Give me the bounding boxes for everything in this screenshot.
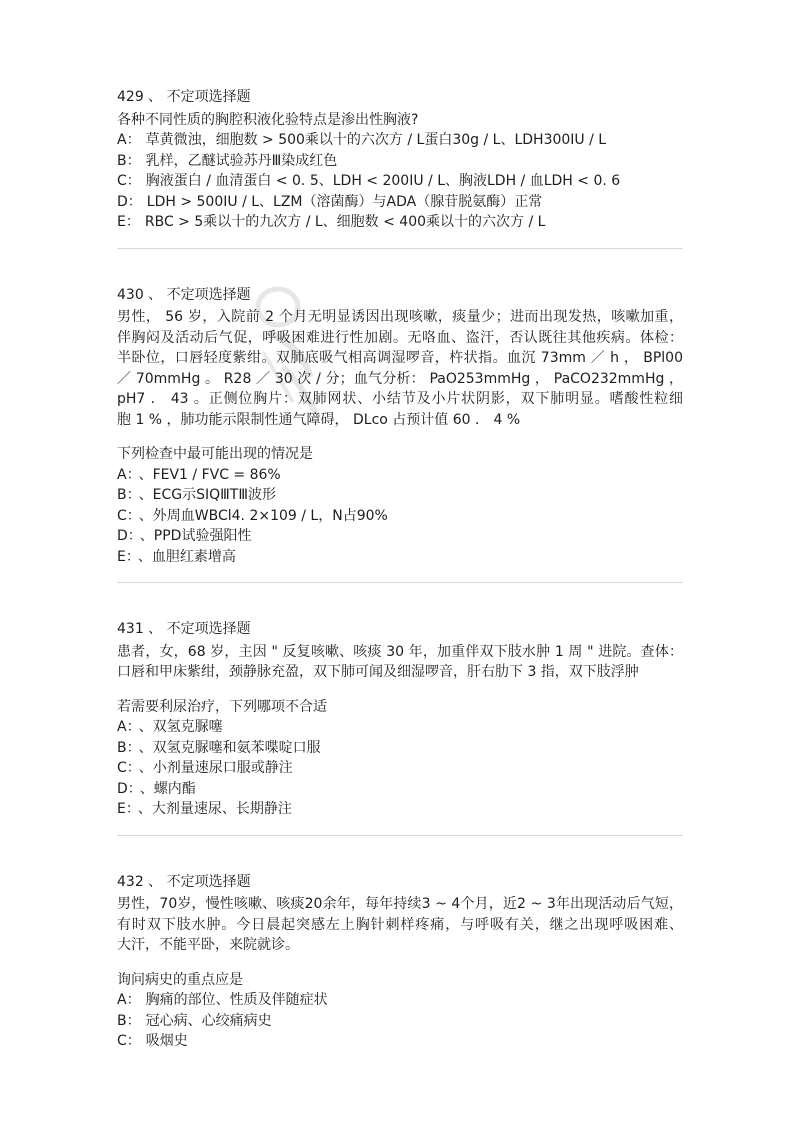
stem-line: 各种不同性质的胸腔积液化验特点是渗出性胸液?	[117, 111, 419, 128]
question-divider	[117, 835, 683, 836]
option-text: 、小剂量速尿口服或静注	[138, 760, 293, 776]
option-text: RBC > 5乘以十的九次方 / L、细胞数 < 400乘以十的六次方 / L	[144, 214, 546, 230]
option-list	[117, 465, 683, 568]
option-label: C：	[117, 507, 134, 524]
option-text: 、双氢克脲噻和氨苯喋啶口服	[138, 739, 321, 756]
question-stem	[117, 642, 683, 683]
option-label: C：	[117, 173, 141, 189]
option-b	[117, 151, 683, 172]
stem-line: 男性，70岁，慢性咳嗽、咳痰20余年，每年持续3 ~ 4个月，近2 ~ 3年出现活动后气短，	[117, 896, 683, 912]
option-label: C：	[117, 1033, 141, 1049]
option-label: B：	[117, 152, 141, 169]
option-e	[117, 212, 683, 233]
stem-line: ／ 70mmHg 。 R28 ／ 30 次 / 分；血气分析： PaO253mmHg ， PaCO232mmHg ，	[117, 370, 683, 387]
option-label: E：	[117, 214, 140, 230]
option-label: B：	[117, 487, 134, 503]
option-list	[117, 717, 683, 820]
stem-line: 男性， 56 岁，入院前 2 个月无明显诱因出现咳嗽，痰量少；进而出现发热，咳嗽加重，	[117, 309, 683, 325]
option-text: 、血胆红素增高	[137, 548, 236, 565]
option-text: LDH > 500IU / L、LZM（溶菌酶）与ADA（腺苷脱氨酶）正常	[146, 193, 543, 210]
option-label: A：	[117, 719, 134, 735]
question-prompt: 下列检查中最可能出现的情况是	[117, 446, 313, 462]
option-text: 、螺内酯	[139, 780, 196, 797]
stem-line: 半卧位，口唇轻度紫绀。双肺底吸气相高调湿啰音，杵状指。血沉 73mm ／ h ， BPl00	[117, 350, 683, 366]
stem-line: 胞 1 % ，肺功能示限制性通气障碍， DLco 占预计值 60 ． 4 %	[117, 411, 521, 428]
option-e	[117, 799, 683, 820]
stem-line: 患者，女，68 岁，主因 " 反复咳嗽、咳痰 30 年，加重伴双下肢水肿 1 周 " 进院。查体：	[117, 643, 683, 660]
option-text: 胸液蛋白 / 血清蛋白 < 0. 5、LDH < 200IU / L、胸液LDH / 血LDH < 0. 6	[145, 173, 621, 189]
question-430	[117, 285, 683, 568]
option-label: B：	[117, 1012, 141, 1029]
option-text: 、FEV1 / FVC = 86%	[138, 466, 281, 483]
option-label: C：	[117, 760, 134, 776]
question-431	[117, 619, 683, 820]
question-stem	[117, 894, 683, 956]
option-text: 、大剂量速尿、长期静注	[137, 801, 292, 817]
option-a	[117, 465, 683, 486]
option-b	[117, 485, 683, 506]
option-c	[117, 171, 683, 192]
option-text: 乳样，乙醚试验苏丹Ⅲ染成红色	[145, 152, 338, 169]
option-text: 吸烟史	[145, 1033, 188, 1049]
option-text: 胸痛的部位、性质及伴随症状	[145, 992, 328, 1008]
option-b	[117, 738, 683, 759]
option-d	[117, 526, 683, 547]
stem-line: pH7 ． 43 。正侧位胸片：双肺网状、小结节及小片状阴影，双下肺明显。嗜酸性粒细	[117, 391, 683, 407]
option-c	[117, 758, 683, 779]
stem-line: 大汗，不能平卧，来院就诊。	[117, 937, 299, 953]
option-e	[117, 547, 683, 568]
question-stem	[117, 307, 683, 430]
option-text: 草黄微浊，细胞数 > 500乘以十的六次方 / L蛋白30g / L、LDH300IU / L	[145, 132, 607, 148]
question-header: 432 、 不定项选择题	[117, 873, 251, 890]
option-list	[117, 990, 683, 1052]
option-label: A：	[117, 466, 134, 483]
option-label: B：	[117, 739, 134, 756]
stem-line: 口唇和甲床紫绀，颈静脉充盈，双下肺可闻及细湿啰音，肝右肋下 3 指，双下肢浮肿	[117, 664, 639, 680]
option-d	[117, 779, 683, 800]
option-list	[117, 130, 683, 233]
question-header: 429 、 不定项选择题	[117, 89, 251, 105]
question-divider	[117, 248, 683, 249]
option-a	[117, 717, 683, 738]
option-c	[117, 1031, 683, 1052]
stem-line: 伴胸闷及活动后气促，呼吸困难进行性加剧。无咯血、盗汗，否认既往其他疾病。体检：	[117, 329, 683, 346]
option-c	[117, 506, 683, 527]
option-label: E：	[117, 801, 133, 817]
question-header: 431 、 不定项选择题	[117, 621, 251, 637]
stem-line: 有时双下肢水肿。今日晨起突感左上胸针刺样疼痛，与呼吸有关，继之出现呼吸困难、	[117, 916, 683, 933]
option-label: E：	[117, 548, 133, 565]
option-label: D：	[117, 780, 135, 797]
question-header: 430 、 不定项选择题	[117, 286, 251, 303]
question-prompt: 若需要利尿治疗，下列哪项不合适	[117, 698, 327, 715]
question-432	[117, 872, 683, 1052]
question-prompt: 询问病史的重点应是	[117, 971, 243, 988]
question-stem	[117, 110, 683, 131]
option-a	[117, 990, 683, 1011]
option-label: A：	[117, 992, 141, 1008]
option-text: 、PPD试验强阳性	[139, 528, 252, 544]
option-label: A：	[117, 132, 141, 148]
question-429	[117, 87, 683, 233]
option-text: 、外周血WBCl4. 2×109 / L，N占90%	[138, 507, 388, 524]
question-list	[117, 87, 683, 1052]
option-b	[117, 1011, 683, 1032]
option-d	[117, 192, 683, 213]
question-divider	[117, 582, 683, 583]
option-label: D：	[117, 528, 135, 544]
option-text: 、ECG示SⅠQⅢTⅢ波形	[138, 487, 276, 503]
option-a	[117, 130, 683, 151]
option-text: 、双氢克脲噻	[138, 719, 223, 735]
option-label: D：	[117, 193, 142, 210]
option-text: 冠心病、心绞痛病史	[145, 1012, 272, 1029]
